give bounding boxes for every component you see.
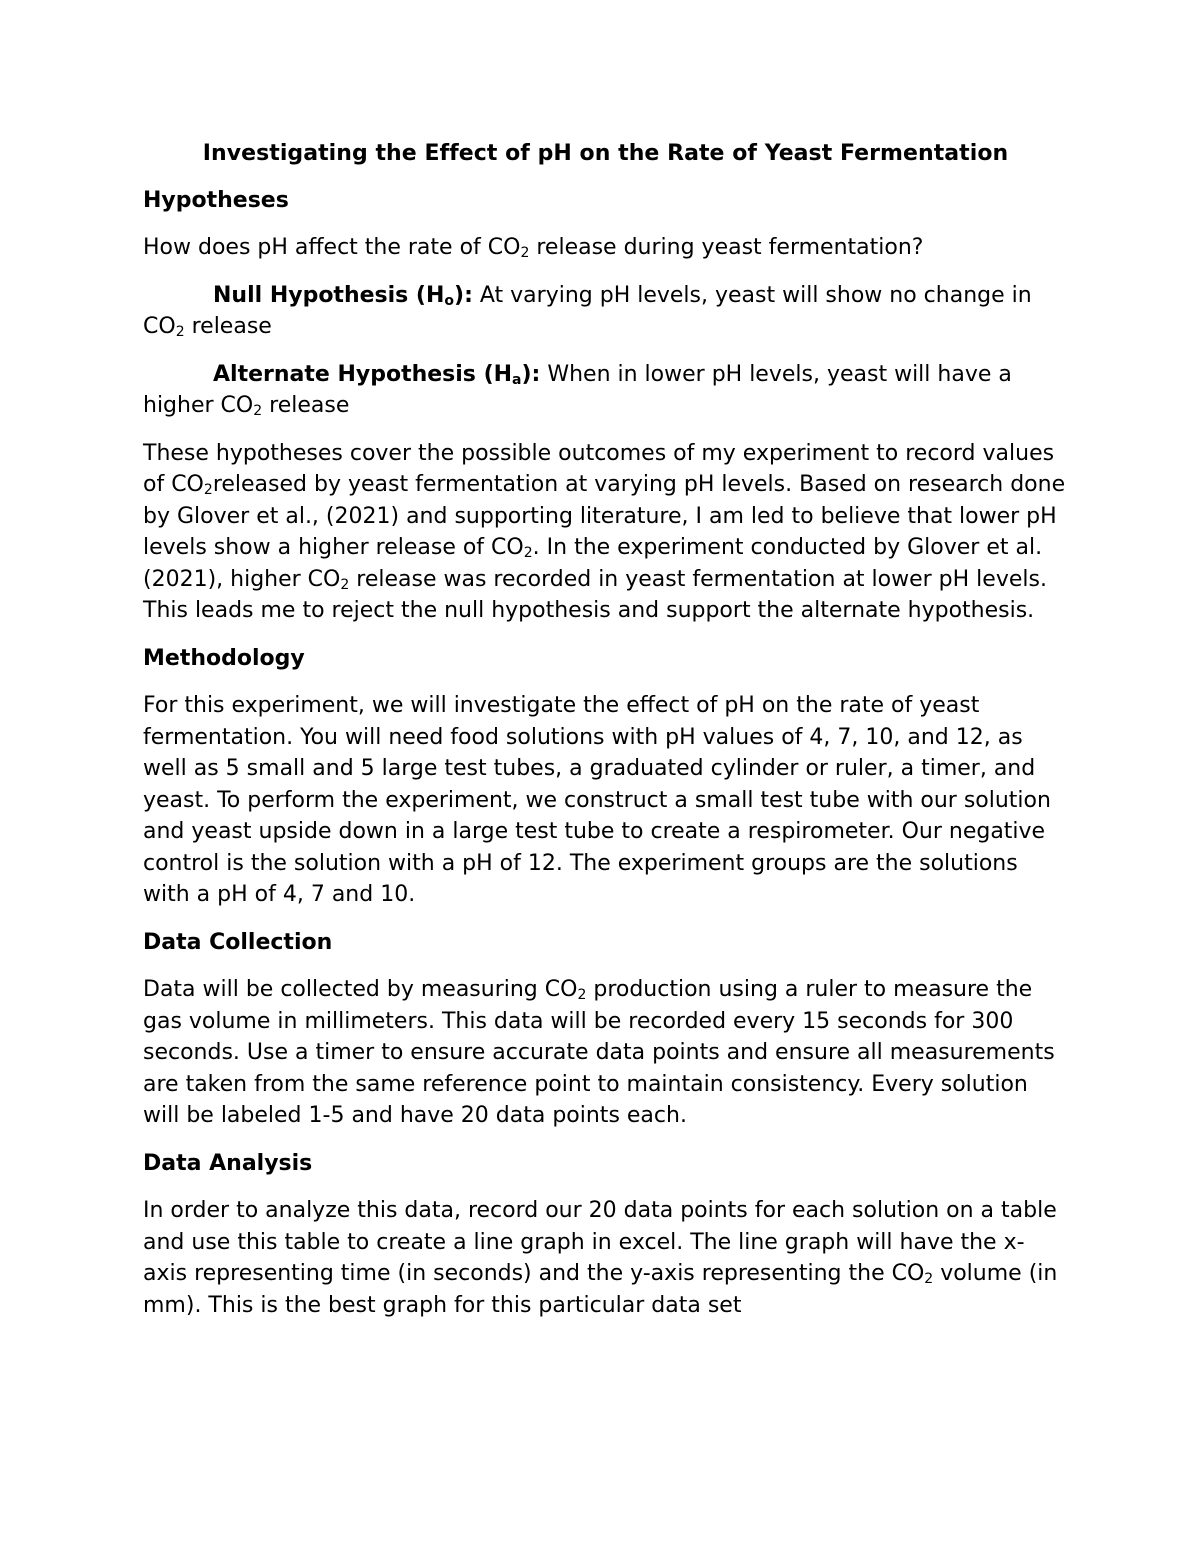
section-heading-hypotheses: Hypotheses: [143, 187, 289, 213]
section-heading-methodology: Methodology: [143, 645, 305, 671]
null-hypothesis: [143, 280, 1068, 343]
hypotheses-discussion: These hypotheses cover the possible outcomes of my experiment to record values of $CO_2released$ by yeast fermentation at varying pH levels. Based on research done by Glover et al., (2021) and supporting literature, I am led to believe that lower pH levels show a higher release of $CO_2$. In the experiment conducted by Glover et al. (2021), higher $CO_2$ release was recorded in yeast fermentation at lower pH levels. This leads me to reject the null hypothesis and support the alternate hypothesis.: [143, 440, 1066, 623]
section-heading-data-analysis: Data Analysis: [143, 1150, 313, 1176]
document-title: Investigating the Effect of pH on the Rate of Yeast Fermentation: [202, 141, 1009, 166]
alternate-hypothesis-label: Alternate Hypothesis $(H_a)$:: [213, 361, 541, 388]
subscript: a: [512, 371, 522, 388]
subscript: 2: [924, 1271, 934, 1287]
data-collection-paragraph: Data will be collected by measuring $CO_2$ production using a ruler to measure the gas volume in millimeters. This data will be recorded every 15 seconds for 300 seconds. Use a timer to ensure accurate data points and ensure all measurements are taken from the same reference point to maintain consistency. Every solution will be labeled 1-5 and have 20 data points each.: [143, 977, 1055, 1128]
subscript: 2: [520, 245, 530, 261]
research-question-text: release during yeast fermentation?: [529, 235, 924, 260]
subscript: 2: [523, 545, 533, 561]
subscript: 2: [203, 482, 213, 498]
null-hypothesis-text: At varying pH levels, yeast will show no change in CO: [143, 282, 1032, 339]
alternate-hypothesis-text: When in lower pH levels, yeast will have a higher CO: [143, 361, 1012, 418]
document-page: [143, 138, 1068, 1337]
subscript: 2: [577, 987, 587, 1003]
alternate-hypothesis-text: release: [262, 393, 350, 418]
subscript: 2: [253, 403, 263, 419]
subscript: o: [444, 292, 455, 309]
methodology-paragraph: For this experiment, we will investigate the effect of pH on the rate of yeast fermentation. You will need food solutions with pH values of 4, 7, 10, and 12, as well as 5 small and 5 large test tubes, a graduated cylinder or ruler, a timer, and yeast. To perform the experiment, we construct a small test tube with our solution and yeast upside down in a large test tube to create a respirometer. Our negative control is the solution with a pH of 12. The experiment groups are the solutions with a pH of 4, 7 and 10.: [143, 693, 1051, 907]
subscript: 2: [340, 576, 350, 593]
research-question: [143, 232, 1068, 264]
null-hypothesis-text: release: [184, 314, 272, 339]
null-hypothesis-label: Null Hypothesis $(H_o)$:: [213, 282, 473, 309]
data-analysis-paragraph: In order to analyze this data, record our 20 data points for each solution on a table and use this table to create a line graph in excel. The line graph will have the x-axis representing time (in seconds) and the y-axis representing the $CO_2$ volume (in mm). This is the best graph for this particular data set: [143, 1198, 1058, 1318]
alternate-hypothesis: [143, 359, 1068, 422]
subscript: 2: [175, 324, 185, 340]
research-question-text: How does pH affect the rate of CO: [143, 235, 521, 260]
section-heading-data-collection: Data Collection: [143, 929, 333, 955]
